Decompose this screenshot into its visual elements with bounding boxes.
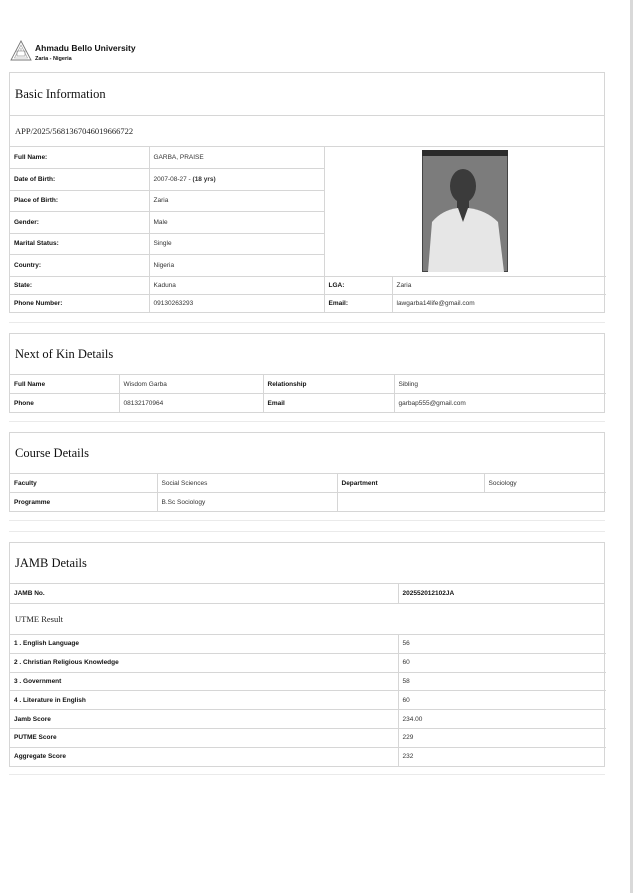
section-divider: [9, 774, 605, 775]
subject-name: 2 . Christian Religious Knowledge: [10, 653, 398, 672]
place-of-birth-label: Place of Birth:: [10, 190, 149, 212]
kin-email-label: Email: [263, 394, 394, 413]
phone-number-value: 09130263293: [149, 294, 324, 312]
department-label: Department: [337, 474, 484, 493]
basic-information-title: Basic Information: [10, 73, 604, 116]
subject-name: 1 . English Language: [10, 635, 398, 654]
jamb-number-label: JAMB No.: [10, 584, 398, 603]
full-name-value: GARBA, PRAISE: [149, 147, 324, 169]
date-of-birth-value: [149, 169, 324, 191]
gender-label: Gender:: [10, 212, 149, 234]
email-value: lawgarba14life@gmail.com: [392, 294, 606, 312]
jamb-details-title: JAMB Details: [10, 543, 604, 584]
faculty-label: Faculty: [10, 474, 157, 493]
programme-value: B.Sc Sociology: [157, 493, 337, 512]
jamb-details-section: [9, 542, 605, 767]
jamb-score-value: 234.00: [398, 710, 606, 729]
lga-label: LGA:: [324, 276, 392, 294]
kin-full-name-label: Full Name: [10, 375, 119, 394]
utme-result-title: UTME Result: [10, 603, 604, 635]
full-name-label: Full Name:: [10, 147, 149, 169]
application-number: APP/2025/5681367046019666722: [10, 116, 604, 147]
next-of-kin-section: [9, 333, 605, 413]
section-divider: [9, 531, 605, 532]
lga-value: Zaria: [392, 276, 606, 294]
kin-email-value: garbap555@gmail.com: [394, 394, 606, 413]
course-details-section: [9, 432, 605, 512]
marital-status-label: Marital Status:: [10, 233, 149, 255]
date-of-birth-label: Date of Birth:: [10, 169, 149, 191]
passport-photo: [422, 150, 508, 272]
kin-phone-value: 08132170964: [119, 394, 263, 413]
place-of-birth-value: Zaria: [149, 190, 324, 212]
basic-information-section: [9, 72, 605, 313]
university-logo-icon: [10, 40, 32, 62]
gender-value: Male: [149, 212, 324, 234]
subject-score: 58: [398, 672, 606, 691]
university-name: Ahmadu Bello University: [35, 43, 136, 53]
subject-name: 3 . Government: [10, 672, 398, 691]
next-of-kin-title: Next of Kin Details: [10, 334, 604, 375]
age-badge: (18 yrs): [192, 175, 216, 183]
programme-empty-cell: [337, 493, 606, 512]
state-label: State:: [10, 276, 149, 294]
faculty-value: Social Sciences: [157, 474, 337, 493]
course-details-table: [10, 474, 606, 511]
subject-name: 4 . Literature in English: [10, 691, 398, 710]
email-label: Email:: [324, 294, 392, 312]
course-details-title: Course Details: [10, 433, 604, 474]
aggregate-score-label: Aggregate Score: [10, 747, 398, 766]
utme-result-table: [10, 635, 606, 767]
dob-date: 2007-08-27 -: [153, 175, 193, 183]
putme-score-label: PUTME Score: [10, 728, 398, 747]
basic-information-table: [10, 147, 606, 312]
subject-score: 60: [398, 653, 606, 672]
kin-relationship-label: Relationship: [263, 375, 394, 394]
university-location: Zaria - Nigeria: [35, 56, 72, 62]
jamb-number-table: [10, 584, 606, 603]
jamb-number-value: 202552012102JA: [398, 584, 606, 603]
university-header: [10, 40, 310, 64]
next-of-kin-table: [10, 375, 606, 412]
phone-number-label: Phone Number:: [10, 294, 149, 312]
country-label: Country:: [10, 255, 149, 277]
section-divider: [9, 520, 605, 521]
state-value: Kaduna: [149, 276, 324, 294]
kin-full-name-value: Wisdom Garba: [119, 375, 263, 394]
kin-phone-label: Phone: [10, 394, 119, 413]
putme-score-value: 229: [398, 728, 606, 747]
jamb-score-label: Jamb Score: [10, 710, 398, 729]
subject-score: 56: [398, 635, 606, 654]
passport-photo-cell: [324, 147, 606, 276]
kin-relationship-value: Sibling: [394, 375, 606, 394]
marital-status-value: Single: [149, 233, 324, 255]
aggregate-score-value: 232: [398, 747, 606, 766]
section-divider: [9, 322, 605, 323]
programme-label: Programme: [10, 493, 157, 512]
section-divider: [9, 421, 605, 422]
department-value: Sociology: [484, 474, 606, 493]
country-value: Nigeria: [149, 255, 324, 277]
subject-score: 60: [398, 691, 606, 710]
